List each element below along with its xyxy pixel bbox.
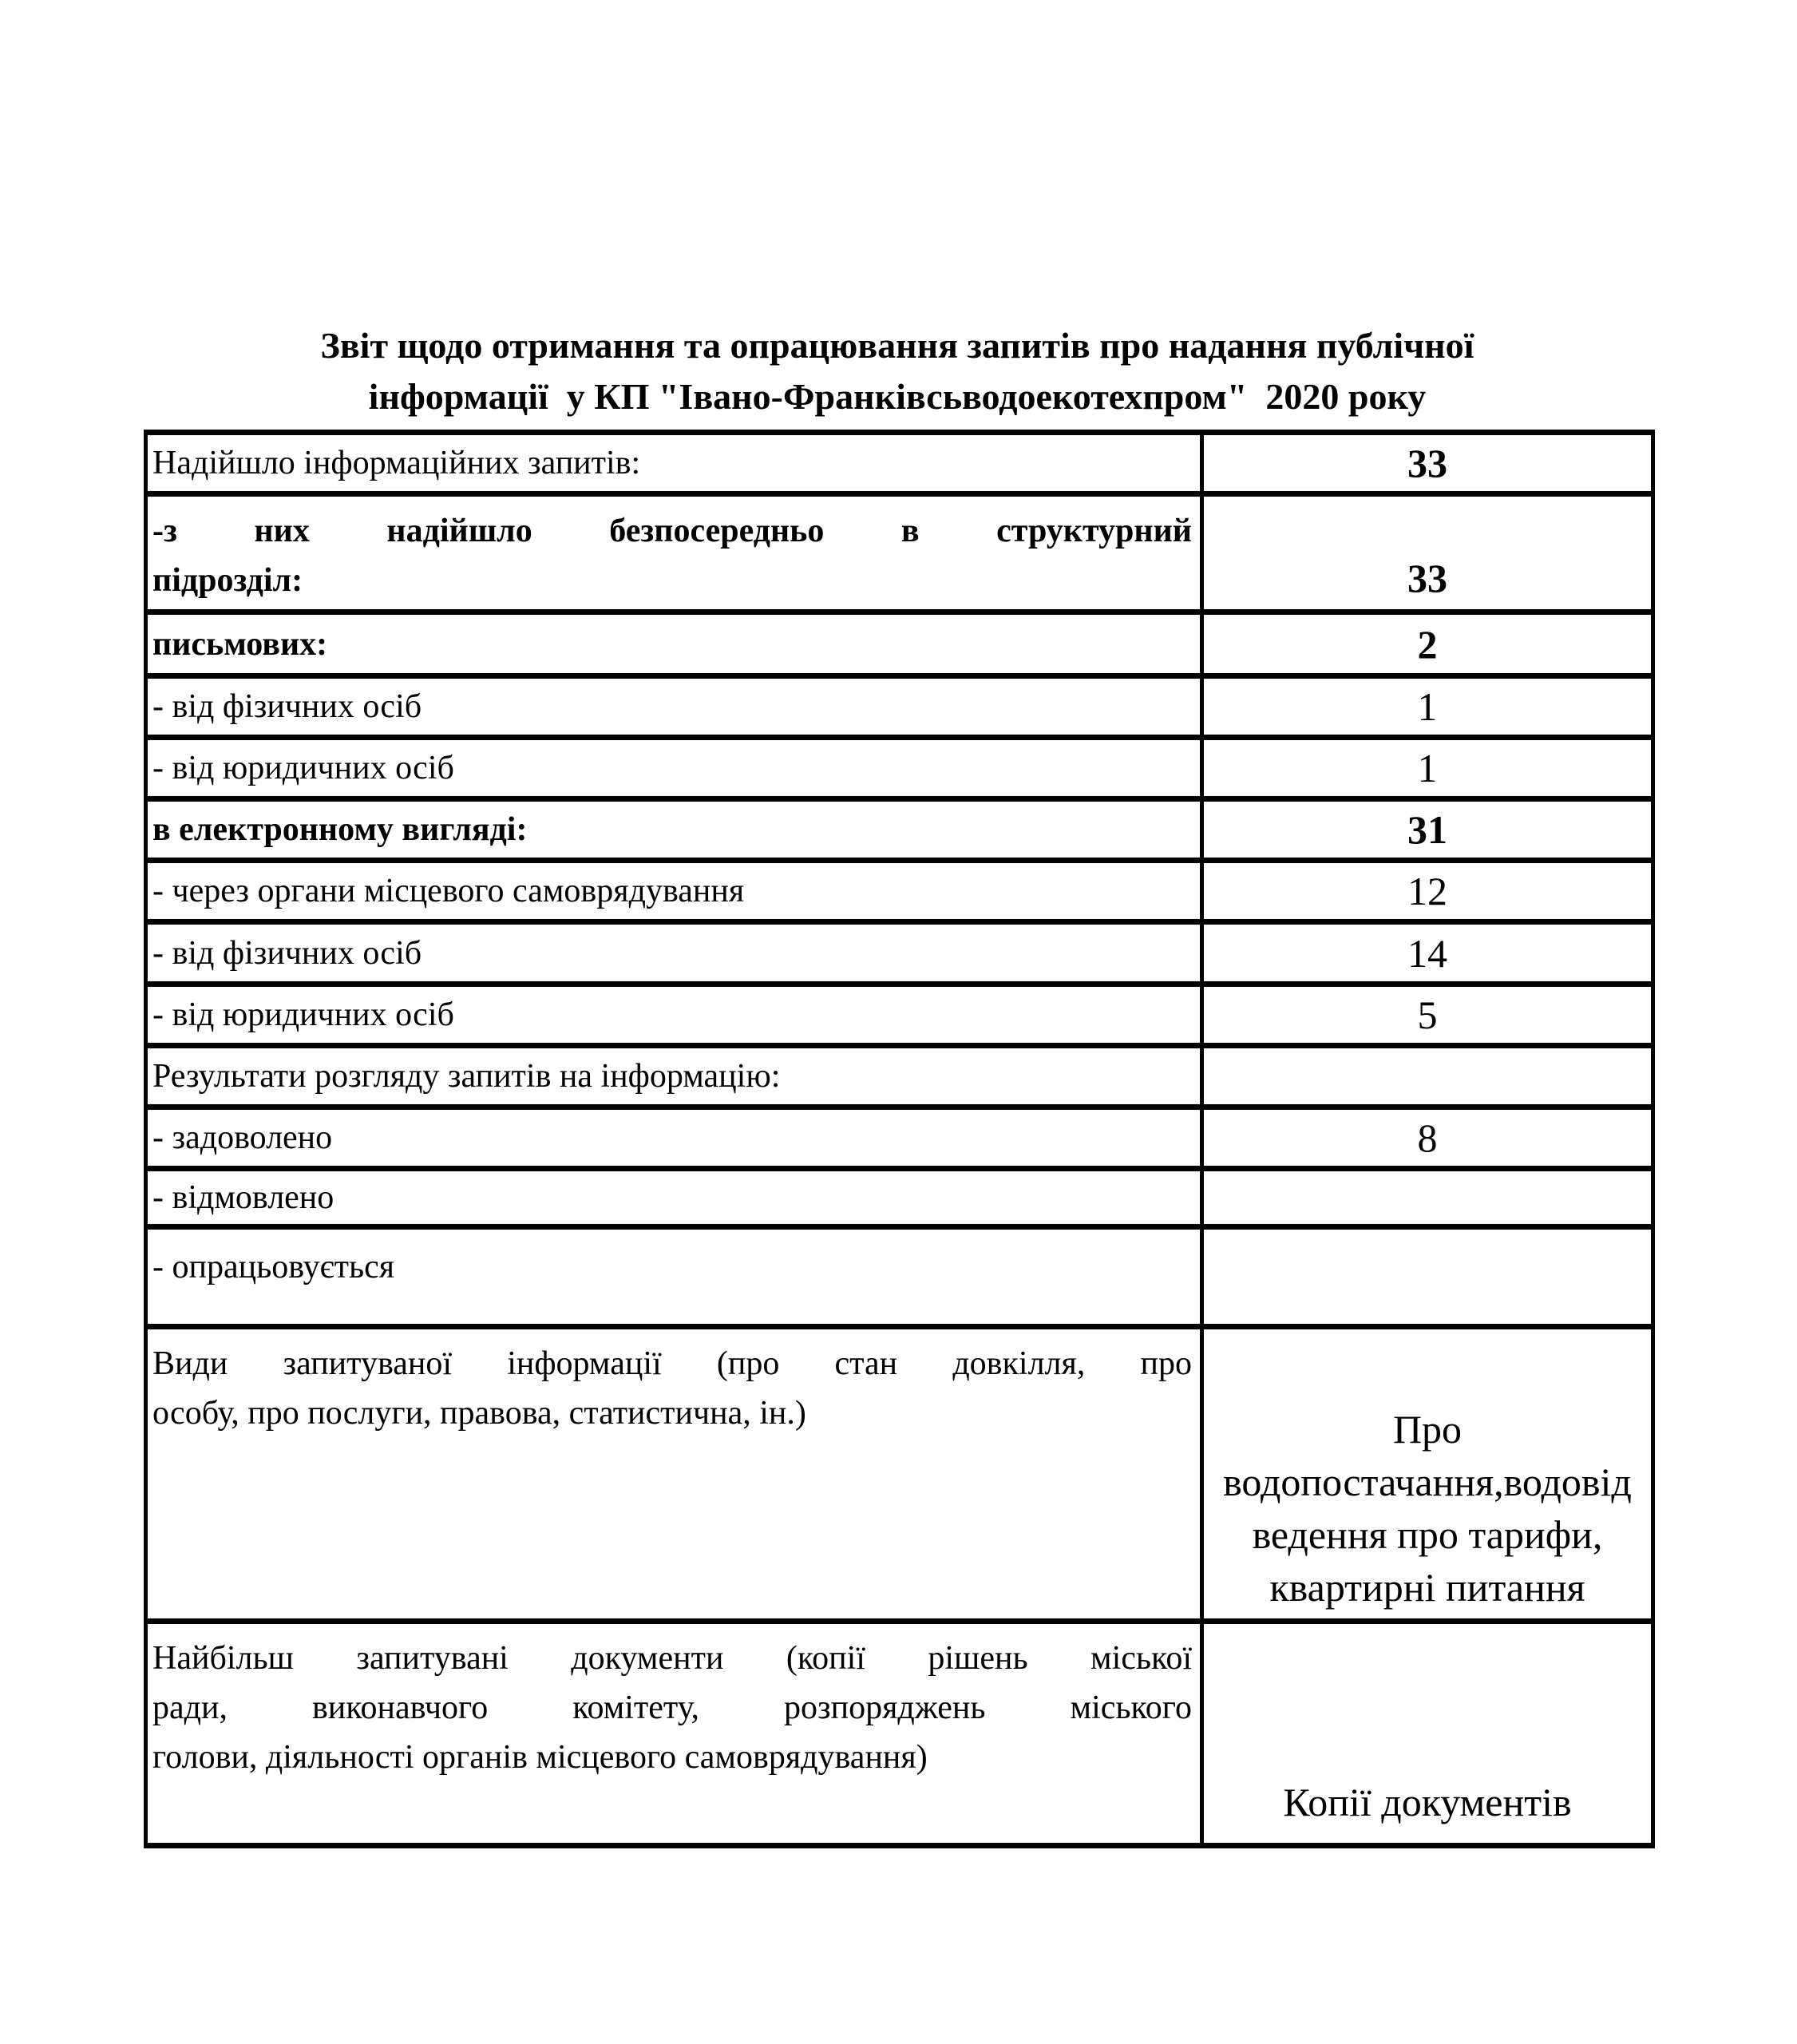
table-row	[146, 612, 1653, 676]
label-line: голови, діяльності органів місцевого самоврядування)	[152, 1739, 928, 1776]
row-label-cell: - задоволено	[146, 1107, 1202, 1169]
row-label-cell: - від фізичних осіб	[146, 922, 1202, 984]
row-value-cell: 5	[1202, 984, 1653, 1046]
row-value-cell: 31	[1202, 799, 1653, 861]
label-line: Види запитуваної інформації (про стан довкілля, про	[152, 1345, 1192, 1382]
row-value-cell	[1202, 1227, 1653, 1327]
row-label-cell: в електронному вигляді:	[146, 799, 1202, 861]
label-line: -з них надійшло безпосередньо в структурний	[152, 513, 1192, 549]
row-label-cell	[146, 1622, 1202, 1846]
row-label-cell: - відмовлено	[146, 1169, 1202, 1227]
row-label-cell: - через органи місцевого самоврядування	[146, 861, 1202, 922]
table-row	[146, 922, 1653, 984]
row-label-cell: - від юридичних осіб	[146, 984, 1202, 1046]
report-table	[144, 430, 1655, 1848]
table-row	[146, 494, 1653, 612]
table-row	[146, 738, 1653, 799]
table-row	[146, 984, 1653, 1046]
label-line: особу, про послуги, правова, статистична, ін.)	[152, 1395, 806, 1432]
page-title	[144, 320, 1651, 422]
row-label-cell: - від фізичних осіб	[146, 676, 1202, 738]
row-label-cell: Результати розгляду запитів на інформацію:	[146, 1046, 1202, 1107]
table-row	[146, 1227, 1653, 1327]
row-value-cell	[1202, 1169, 1653, 1227]
label-line: підрозділ:	[152, 562, 303, 599]
table-row	[146, 433, 1653, 494]
table-row	[146, 1327, 1653, 1622]
table-row	[146, 1169, 1653, 1227]
row-value-cell	[1202, 1046, 1653, 1107]
report-title-line2: інформації у КП "Івано-Франківсьводоекотехпром" 2020 року	[368, 376, 1427, 417]
row-label-cell: письмових:	[146, 612, 1202, 676]
row-label-cell: - опрацьовується	[146, 1227, 1202, 1327]
row-value-cell: 33	[1202, 433, 1653, 494]
row-value-cell: 33	[1202, 494, 1653, 612]
label-line: ради, виконавчого комітету, розпоряджень міського	[152, 1689, 1192, 1726]
table-row	[146, 861, 1653, 922]
row-value-cell: 14	[1202, 922, 1653, 984]
table-row	[146, 676, 1653, 738]
row-label-cell	[146, 1327, 1202, 1622]
table-row	[146, 1107, 1653, 1169]
label-line: Найбільш запитувані документи (копії рішень міської	[152, 1640, 1192, 1677]
row-label-cell: - від юридичних осіб	[146, 738, 1202, 799]
row-value-cell: Копії документів	[1202, 1622, 1653, 1846]
table-row	[146, 1046, 1653, 1107]
row-value-cell: 8	[1202, 1107, 1653, 1169]
row-value-cell: 1	[1202, 738, 1653, 799]
row-value-cell: 1	[1202, 676, 1653, 738]
report-title-line1: Звіт щодо отримання та опрацювання запитів про надання публічної	[320, 325, 1474, 366]
row-label-cell: Надійшло інформаційних запитів:	[146, 433, 1202, 494]
row-value-cell: Про водопостачання,водовід ведення про тарифи, квартирні питання	[1202, 1327, 1653, 1622]
table-row	[146, 799, 1653, 861]
table-row	[146, 1622, 1653, 1846]
row-value-cell: 12	[1202, 861, 1653, 922]
row-label-cell	[146, 494, 1202, 612]
row-value-cell: 2	[1202, 612, 1653, 676]
